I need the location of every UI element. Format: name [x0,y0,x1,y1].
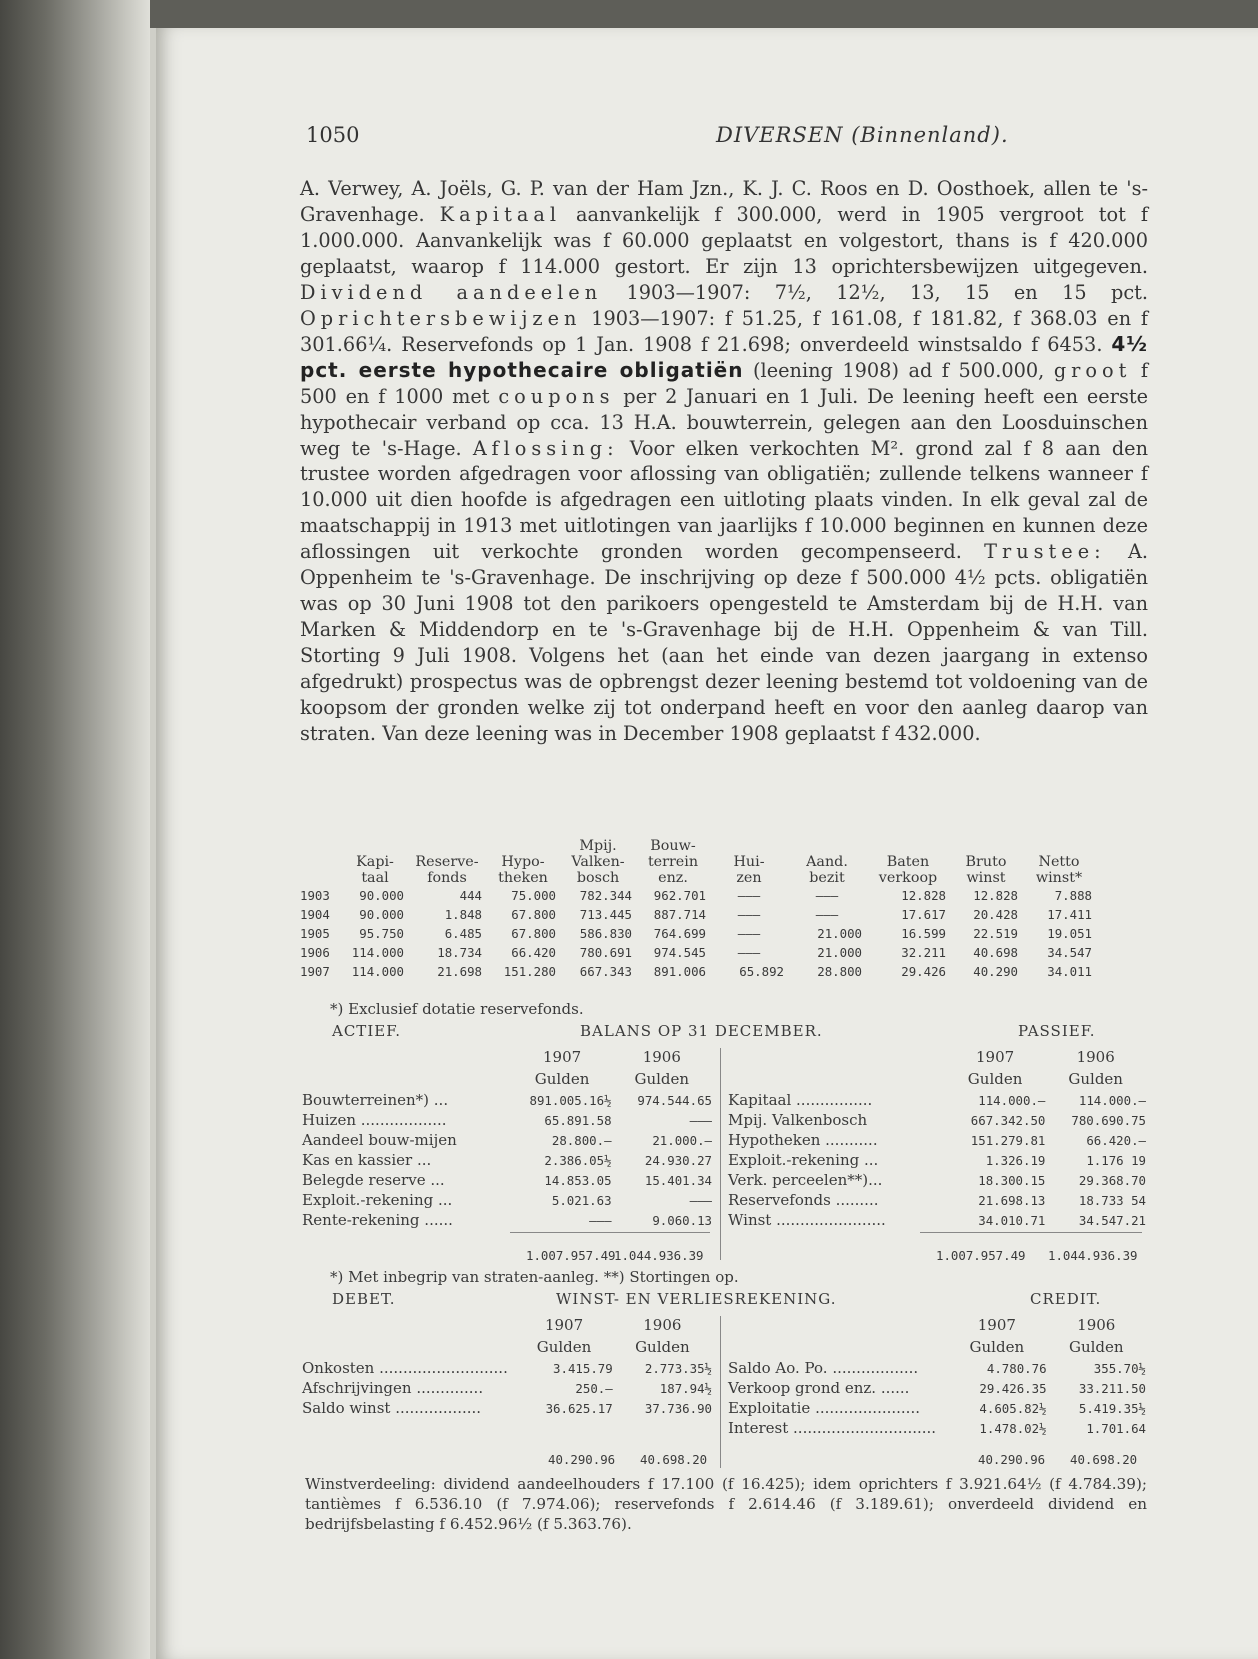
balans-passief-value: 1.326.19 [985,1152,1046,1168]
page-title: DIVERSEN (Binnenland). [716,123,1009,147]
winst-debet-label: Onkosten ........................... [302,1359,508,1377]
balans-passief-value: 151.279.81 [970,1132,1046,1148]
balans-passief-label: Reservefonds ......... [728,1191,879,1209]
history-cell: ——— [737,945,761,960]
balans-unit-1: Gulden [967,1070,1023,1088]
history-header: Netto winst* [1035,854,1083,886]
history-cell: 713.445 [579,907,632,922]
balans-right-total-2: 1.044.936.39 [1048,1248,1138,1263]
balans-year-2: 1906 [642,1048,681,1066]
history-year: 1907 [300,964,330,979]
aflossing-word: Aflossing: [472,436,619,460]
history-footnote: *) Exclusief dotatie reservefonds. [330,1000,584,1018]
balans-actief-value: 891.005.16½ [529,1092,612,1108]
winst-left-title: DEBET. [332,1290,396,1308]
history-year: 1906 [300,945,330,960]
balans-actief-value: ——— [689,1112,712,1128]
winst-left-total-1: 40.290.96 [548,1452,616,1467]
history-cell: ——— [815,888,839,903]
balans-passief-value: 34.547.21 [1078,1212,1146,1228]
winst-right-total-1: 40.290.96 [978,1452,1046,1467]
history-cell: 114.000 [351,964,404,979]
kapitaal-word: Kapitaal [439,202,561,226]
balans-actief-value: 5.021.63 [551,1192,612,1208]
balans-actief-value: 15.401.34 [644,1172,712,1188]
winst-credit-value: 5.419.35½ [1078,1400,1146,1416]
balans-left-total-1: 1.007.957.49 [526,1248,616,1263]
history-cell: 6.485 [444,926,482,941]
winst-credit-rows [728,1358,1146,1438]
winst-unit-2: Gulden [635,1338,690,1356]
body-text-8: Voor elken verkochten M². grond zal f 8 aan den trustee worden afgedragen voor aflossing van obligatiën; zullende telkens wanneer f 10.000 uit dien hoofde is afgedragen een uitloting plaats vinden. In elk geval zal de maatschappij in 1913 met uitlotingen van jaarlijks f 10.000 beginnen en kunnen deze aflossingen uit verkochte gronden worden gecompenseerd. [300,436,1149,564]
winst-debet-label: Afschrijvingen .............. [302,1379,484,1397]
balans-passief-value: 66.420.— [1086,1132,1146,1148]
balans-actief-label: Huizen .................. [302,1111,447,1129]
balans-actief-value: ——— [589,1212,612,1228]
winst-credit-table [728,1314,1146,1438]
winst-credit-label: Exploitatie ...................... [728,1399,920,1417]
body-text-1: A. Verwey, A. Joëls, G. P. van der Ham Jzn., K. J. C. Roos en D. Oosthoek, allen te 's-Gravenhage. [300,177,1148,226]
history-header-row [300,838,1096,886]
history-cell: 67.800 [511,907,556,922]
balans-passief-value: 114.000.— [1078,1092,1146,1108]
balans-passief-value: 29.368.70 [1078,1172,1146,1188]
body-text-7: per 2 Januari en 1 Juli. De leening heeft een eerste hypothecair verband op cca. 13 H.A. bouwterrein, gelegen aan den Loosduinschen weg te 's-Hage. [300,384,1148,460]
winst-credit-row [728,1358,1146,1378]
balans-passief-label: Kapitaal ................ [728,1091,873,1109]
history-header: Aand. bezit [806,854,848,886]
history-cell: ——— [737,926,761,941]
winst-credit-label: Interest .............................. [728,1419,937,1437]
balans-actief-value: 974.544.65 [637,1092,712,1108]
balans-actief-value: 28.800.— [551,1132,612,1148]
body-text-2: aanvankelijk f 300.000, werd in 1905 vergroot tot f 1.000.000. Aanvankelijk was f 60.000 geplaatst en volgestort, thans is f 420.000 geplaatst, waarop f 114.000 gestort. Er zijn 13 oprichtersbewijzen uitgegeven. [300,202,1148,278]
balans-actief-row [302,1210,712,1230]
body-paragraph [300,176,1148,747]
balans-passief-value: 1.176 19 [1086,1152,1146,1168]
balans-total-rule-right [920,1232,1142,1233]
oprichters-word: Oprichtersbewijzen [300,306,582,330]
balans-year-1: 1907 [976,1048,1015,1066]
history-cell: 1.848 [444,907,482,922]
winst-credit-label: Verkoop grond enz. ...... [728,1379,910,1397]
winst-title: WINST- EN VERLIESREKENING. [556,1290,837,1308]
balans-passief-label: Winst ....................... [728,1211,886,1229]
body-text-6: f 500 en f 1000 met [300,358,1149,408]
history-header: Baten verkoop [878,854,938,886]
winst-debet-table [302,1314,712,1418]
balans-year-2: 1906 [1076,1048,1115,1066]
history-cell: 151.280 [503,964,556,979]
balans-passief-row [728,1150,1146,1170]
winst-unit-1: Gulden [536,1338,592,1356]
history-cell: 444 [459,888,482,903]
winst-right-title: CREDIT. [1030,1290,1102,1308]
history-cell: 75.000 [511,888,556,903]
balans-passief-label: Mpij. Valkenbosch [728,1111,868,1129]
balans-passief-row [728,1130,1146,1150]
balans-passief-table [728,1046,1146,1230]
winst-debet-label: Saldo winst .................. [302,1399,482,1417]
balans-passief-value: 114.000.— [978,1092,1046,1108]
balans-passief-row [728,1210,1146,1230]
balans-passief-value: 667.342.50 [970,1112,1046,1128]
history-cell: 40.698 [973,945,1018,960]
trustee-word: Trustee: [984,540,1106,564]
balans-unit-1: Gulden [534,1070,590,1088]
history-cell: 32.211 [901,945,946,960]
history-cell: 780.691 [579,945,632,960]
history-header: Bruto winst [965,854,1007,886]
winst-year-1: 1907 [977,1316,1016,1334]
winst-credit-label: Saldo Ao. Po. .................. [728,1359,919,1377]
history-cell: 34.011 [1047,964,1092,979]
body-text-3: 1903—1907: 7½, 12½, 13, 15 en 15 pct. [626,280,1148,304]
history-cell: 67.800 [511,926,556,941]
body-text-5: (leening 1908) ad f 500.000, [753,358,1045,382]
winst-credit-row [728,1398,1146,1418]
history-cell: 586.830 [579,926,632,941]
history-cell: 95.750 [359,926,404,941]
page-number: 1050 [306,123,360,147]
winst-credit-value: 1.701.64 [1086,1420,1146,1436]
history-cell: 887.714 [653,907,706,922]
balans-passief-label: Verk. perceelen**)... [728,1171,883,1189]
history-header: Reserve- fonds [415,854,479,886]
balans-actief-row [302,1090,712,1110]
balans-unit-2: Gulden [634,1070,690,1088]
balans-actief-row [302,1150,712,1170]
winst-unit-2: Gulden [1068,1338,1124,1356]
body-text-9: A. Oppenheim te 's-Gravenhage. De inschrijving op deze f 500.000 4½ pcts. obligatiën was op 30 Juni 1908 tot den parikoers opengesteld te Amsterdam bij de H.H. van Marken & Middendorp en te 's-Gravenhage bij de H.H. Oppenheim & van Till. Storting 9 Juli 1908. Volgens het (aan het einde van dezen jaargang in extenso afgedrukt) prospectus was de opbrengst dezer leening bestemd tot voldoening van de koopsom der gronden welke zij tot onderpand heeft en voor den aanleg daarop van straten. Van deze leening was in December 1908 geplaatst f 432.000. [300,540,1148,746]
balans-actief-value: ——— [689,1192,712,1208]
winst-right-total-2: 40.698.20 [1070,1452,1138,1467]
balans-actief-value: 9.060.13 [652,1212,712,1228]
balans-passief-row [728,1110,1146,1130]
history-cell: 29.426 [901,964,946,979]
bond-heading: 4½ pct. eerste hypothecaire obligatiën [300,331,1148,382]
book-edge [0,0,150,1659]
history-header: Mpij. Valken- bosch [571,838,625,886]
balans-passief-value: 34.010.71 [978,1212,1046,1228]
history-cell: ——— [737,907,761,922]
winst-debet-value: 36.625.17 [545,1400,613,1416]
balans-divider [720,1048,721,1260]
coupons-word: coupons [498,384,615,408]
balans-passief-rows [728,1090,1146,1230]
history-year: 1905 [300,926,330,941]
history-cell: ——— [737,888,761,903]
balans-actief-label: Bouwterreinen*) ... [302,1091,449,1109]
history-row [300,943,1096,962]
balans-actief-value: 14.853.05 [544,1172,612,1188]
balans-actief-rows [302,1090,712,1230]
winst-debet-value: 187.94½ [659,1380,712,1396]
winst-credit-value: 355.70½ [1093,1360,1146,1376]
history-header: Bouw- terrein enz. [647,838,699,886]
winstverdeeling-text: Winstverdeeling: dividend aandeelhouders f 17.100 (f 16.425); idem oprichters f 3.921.64½ (f 4.784.39); tantièmes f 6.536.10 (f 7.974.06); reservefonds f 2.614.46 (f 3.189.61); onverdeeld dividend en bedrijfsbelasting f 6.452.96½ (f 5.363.76). [305,1475,1147,1533]
history-row [300,905,1096,924]
balans-passief-row [728,1190,1146,1210]
balans-right-total-1: 1.007.957.49 [936,1248,1026,1263]
history-cell: 21.698 [437,964,482,979]
history-cell: 20.428 [973,907,1018,922]
balans-actief-value: 65.891.58 [544,1112,612,1128]
balans-total-rule-left [510,1232,710,1233]
winst-year-2: 1906 [643,1316,682,1334]
history-cell: 17.411 [1047,907,1092,922]
history-year: 1903 [300,888,330,903]
balans-title: BALANS OP 31 DECEMBER. [580,1022,823,1040]
winst-debet-value: 3.415.79 [553,1360,613,1376]
history-row [300,962,1096,981]
groot-word: groot [1053,358,1132,382]
balans-actief-row [302,1110,712,1130]
history-cell: 764.699 [653,926,706,941]
balans-actief-row [302,1130,712,1150]
winst-debet-row [302,1398,712,1418]
balans-actief-value: 2.386.05½ [544,1152,612,1168]
winst-credit-row [728,1418,1146,1438]
balans-left-total-2: 1.044.936.39 [614,1248,704,1263]
history-cell: 40.290 [973,964,1018,979]
winst-debet-rows [302,1358,712,1418]
history-cell: 21.000 [817,926,862,941]
balans-year-1: 1907 [542,1048,582,1066]
history-year: 1904 [300,907,330,922]
body-text-4: 1903—1907: f 51.25, f 161.08, f 181.82, f 368.03 en f 301.66¼. Reservefonds op 1 Jan. 1908 f 21.698; onverdeeld winstsaldo f 6453. [300,306,1148,356]
history-cell: 891.006 [653,964,706,979]
history-header: Hui- zen [733,854,765,886]
winst-debet-value: 250.— [575,1380,613,1396]
balans-actief-label: Aandeel bouw-mijen [302,1131,457,1149]
history-table [300,838,1096,981]
balans-right-title: PASSIEF. [1018,1022,1096,1040]
history-row [300,924,1096,943]
winst-debet-row [302,1378,712,1398]
winst-credit-value: 29.426.35 [979,1380,1047,1396]
history-cell: 7.888 [1054,888,1092,903]
balans-passief-value: 21.698.13 [978,1192,1046,1208]
history-cell: 16.599 [901,926,946,941]
history-cell: 114.000 [351,945,404,960]
winst-credit-value: 33.211.50 [1078,1380,1146,1396]
history-cell: 34.547 [1047,945,1092,960]
winst-credit-value: 4.780.76 [986,1360,1047,1376]
balans-passief-row [728,1170,1146,1190]
winst-year-1: 1907 [544,1316,584,1334]
history-body [300,886,1096,981]
history-cell: 90.000 [359,907,404,922]
balans-passief-value: 18.300.15 [978,1172,1046,1188]
history-cell: 782.344 [579,888,632,903]
history-cell: 962.701 [653,888,706,903]
history-cell: 19.051 [1047,926,1092,941]
balans-passief-row [728,1090,1146,1110]
history-header: Kapi- taal [356,854,394,886]
balans-unit-2: Gulden [1068,1070,1123,1088]
balans-passief-value: 780.690.75 [1071,1112,1146,1128]
history-cell: 667.343 [579,964,632,979]
balans-actief-row [302,1190,712,1210]
balans-passief-value: 18.733 54 [1078,1192,1146,1208]
winst-credit-value: 4.605.82½ [979,1400,1047,1416]
history-cell: ——— [815,907,839,922]
balans-footnote: *) Met inbegrip van straten-aanleg. **) Stortingen op. [330,1268,739,1286]
history-header: Hypo- theken [498,854,548,886]
balans-actief-label: Rente-rekening ...... [302,1211,453,1229]
history-cell: 28.800 [817,964,862,979]
balans-passief-label: Hypotheken ........... [728,1131,878,1149]
winst-credit-value: 1.478.02½ [979,1420,1047,1436]
winst-debet-value: 37.736.90 [644,1400,712,1416]
winst-credit-row [728,1378,1146,1398]
balans-left-title: ACTIEF. [332,1022,402,1040]
history-cell: 21.000 [817,945,862,960]
balans-actief-label: Exploit.-rekening ... [302,1191,453,1209]
winst-divider [720,1316,721,1468]
balans-actief-table [302,1046,712,1230]
history-cell: 90.000 [359,888,404,903]
winst-debet-row [302,1358,712,1378]
history-cell: 12.828 [973,888,1018,903]
history-header-year [300,838,342,886]
winst-unit-1: Gulden [969,1338,1025,1356]
balans-actief-value: 24.930.27 [644,1152,712,1168]
winst-year-2: 1906 [1077,1316,1116,1334]
history-cell: 22.519 [973,926,1018,941]
dividend-word: Dividend aandeelen [300,280,603,304]
balans-actief-label: Kas en kassier ... [302,1151,432,1169]
history-cell: 17.617 [901,907,946,922]
history-row [300,886,1096,905]
balans-actief-label: Belegde reserve ... [302,1171,445,1189]
history-cell: 12.828 [901,888,946,903]
history-cell: 18.734 [437,945,482,960]
history-cell: 974.545 [653,945,706,960]
balans-actief-row [302,1170,712,1190]
winst-debet-value: 2.773.35½ [644,1360,712,1376]
history-cell: 66.420 [511,945,556,960]
balans-passief-label: Exploit.-rekening ... [728,1151,879,1169]
history-cell: 65.892 [739,964,784,979]
winst-left-total-2: 40.698.20 [640,1452,708,1467]
balans-actief-value: 21.000.— [652,1132,712,1148]
